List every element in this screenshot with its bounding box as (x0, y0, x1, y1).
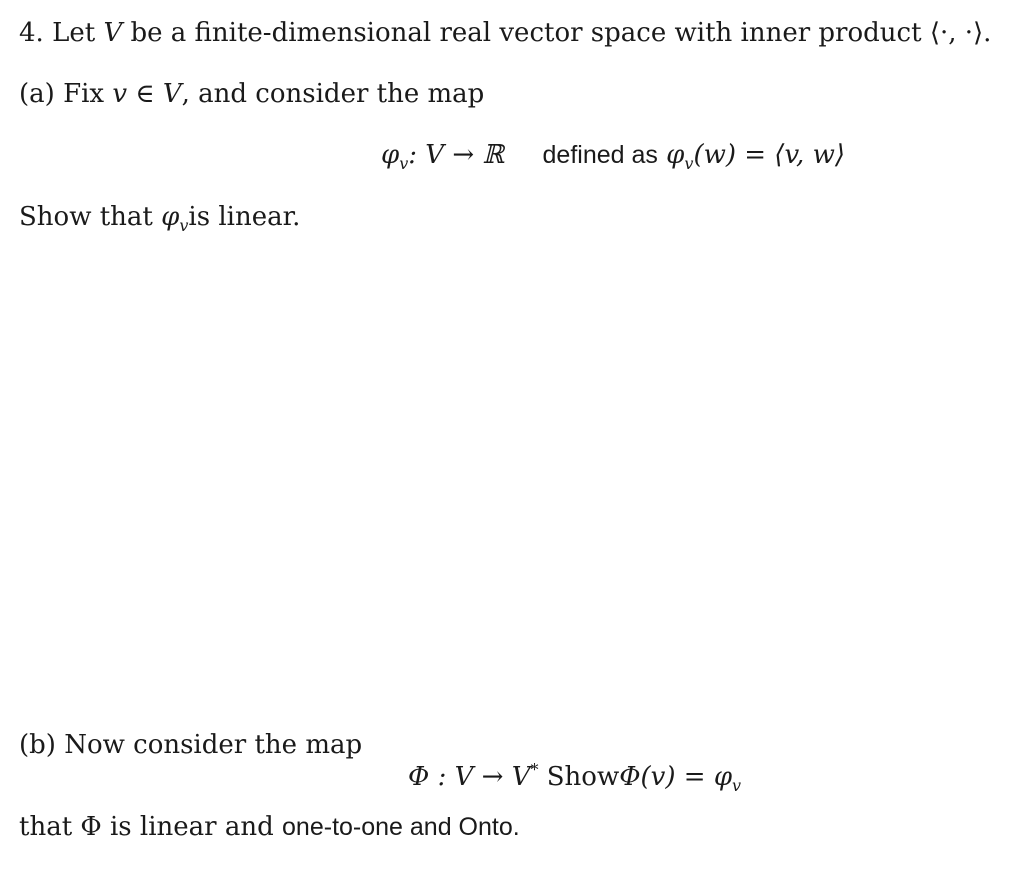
map-colon-rest: : V → ℝ (408, 140, 504, 170)
def-formula-rest: (w) = ⟨v, w⟩ (693, 140, 845, 170)
problem-statement (19, 17, 991, 49)
inner-product-symbol: ⟨·, ·⟩. (929, 18, 992, 48)
closing-post: one-to-one and Onto. (282, 813, 520, 841)
in-symbol: ∈ (135, 79, 155, 109)
part-b-closing (19, 811, 520, 843)
show-word: Show (546, 762, 620, 792)
part-a-intro (19, 78, 484, 110)
part-a-map-definition (381, 139, 845, 174)
def-formula-sub: v (684, 154, 694, 173)
problem-number: 4. (19, 18, 44, 48)
show-phi: φ (161, 202, 180, 232)
var-V: V (103, 18, 123, 48)
var-v: v (112, 79, 128, 109)
show-formula: Φ(v) = φ (619, 762, 733, 792)
intro-pre: Let (52, 18, 96, 48)
part-b-label: (b) (19, 730, 56, 760)
def-formula: φ (666, 140, 685, 170)
show-formula-sub: v (732, 776, 742, 795)
closing-pre: that Φ is linear and (19, 812, 274, 842)
show-post: is linear. (188, 202, 301, 232)
part-a-text-pre: Fix (63, 79, 105, 109)
part-b-map (408, 761, 741, 796)
var-V: V (162, 79, 182, 109)
show-pre: Show that (19, 202, 153, 232)
part-b-intro (19, 729, 362, 761)
part-a-text-post: , and consider the map (181, 79, 485, 109)
intro-post: be a finite-dimensional real vector space with inner product (130, 18, 922, 48)
part-a-label: (a) (19, 79, 55, 109)
show-phi-sub: v (179, 216, 189, 235)
phi-map-star: * (530, 760, 539, 779)
defined-as: defined as (542, 141, 658, 169)
part-b-text: Now consider the map (64, 730, 363, 760)
part-a-task (19, 201, 300, 236)
map-lhs-sub: v (399, 154, 409, 173)
phi-map-formula: Φ : V → V (408, 762, 531, 792)
map-lhs: φ (381, 140, 400, 170)
